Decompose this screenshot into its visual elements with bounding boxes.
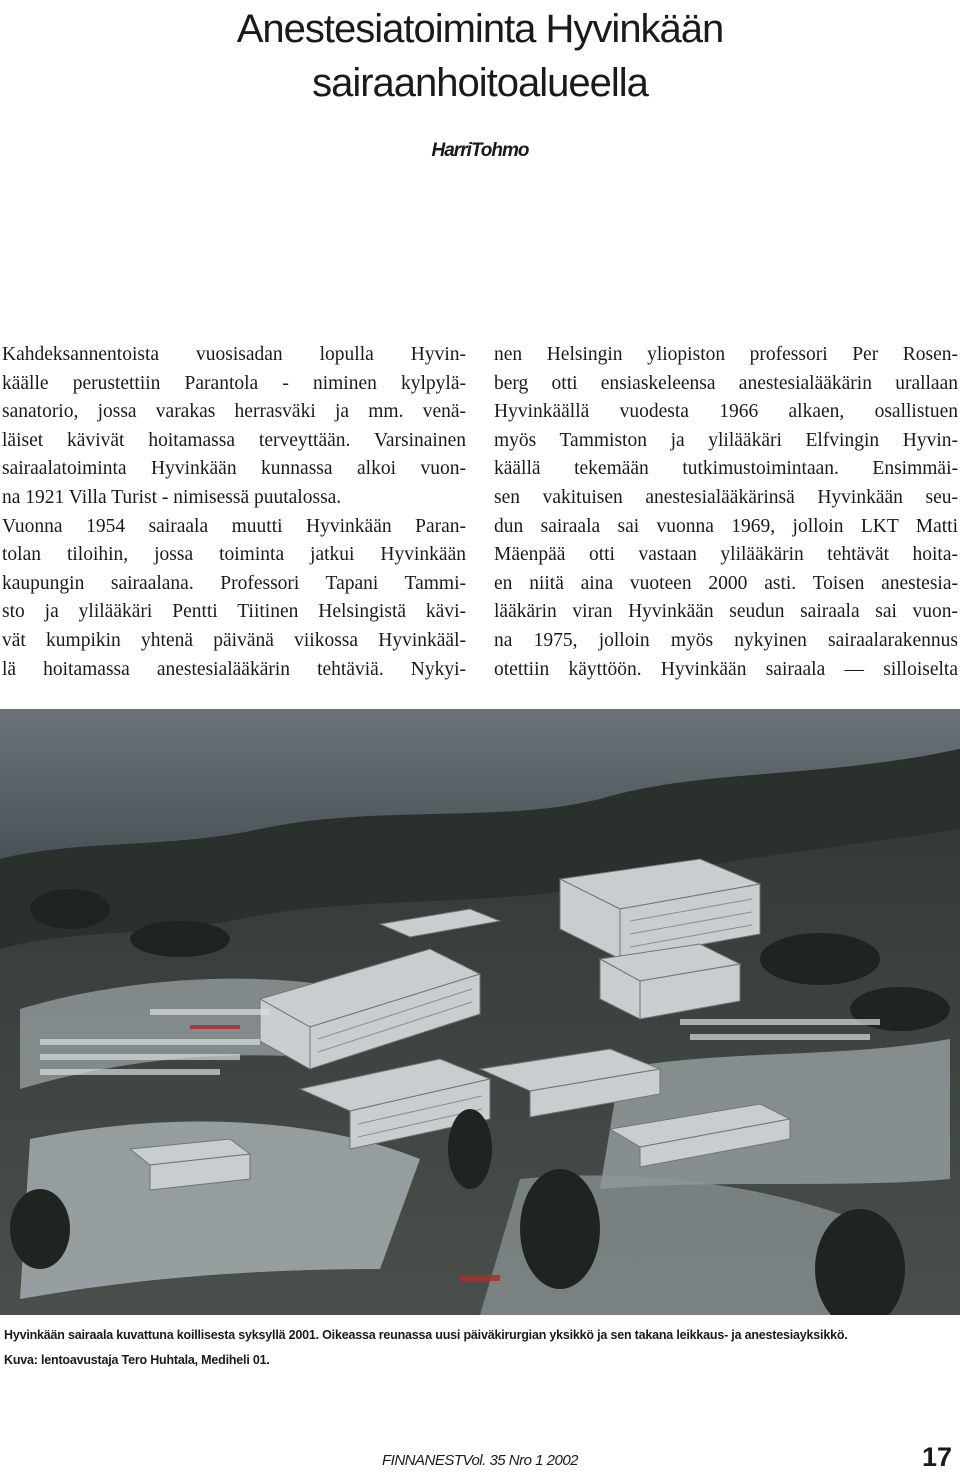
body-line: na 1975, jolloin myös nykyinen sairaalarakennus: [494, 629, 958, 651]
body-line: otettiin käyttöön. Hyvinkään sairaala — silloiselta: [494, 658, 958, 680]
body-line: dun sairaala sai vuonna 1969, jolloin LKT Matti: [494, 515, 958, 537]
body-column-left: [2, 341, 466, 684]
body-line: myös Tammiston ja ylilääkäri Elfvingin Hyvin-: [494, 429, 958, 451]
body-line: vät kumpikin yhtenä päivänä viikossa Hyvinkääl-: [2, 629, 466, 651]
photo-caption: [4, 1323, 956, 1373]
body-line: sairaalatoiminta Hyvinkään kunnassa alkoi vuon-: [2, 458, 466, 480]
body-line: sanatorio, jossa varakas herrasväki ja mm. venä-: [2, 401, 466, 423]
body-line: berg otti ensiaskeleensa anestesialääkärin urallaan: [494, 372, 958, 394]
body-line: sto ja ylilääkäri Pentti Tiitinen Helsingistä kävi-: [2, 601, 466, 623]
body-line: Kahdeksannentoista vuosisadan lopulla Hyvin-: [2, 344, 466, 365]
article-title-line-1: Anestesiatoiminta Hyvinkään: [236, 7, 724, 51]
body-line: kaupungin sairaalana. Professori Tapani Tammi-: [2, 572, 466, 594]
body-column-right: [494, 341, 958, 684]
page-number: 17: [921, 1442, 952, 1472]
aerial-hospital-photo: [0, 709, 960, 1315]
body-line: Mäenpää otti vastaan ylilääkärin tehtävät hoita-: [494, 544, 958, 566]
body-line: lääkärin viran Hyvinkään seudun sairaala sai vuon-: [494, 601, 958, 623]
body-line: käälle perustettiin Parantola - niminen kylpylä-: [2, 372, 466, 394]
body-line: Vuonna 1954 sairaala muutti Hyvinkään Paran-: [2, 515, 466, 537]
caption-line-2: Kuva: lentoavustaja Tero Huhtala, Mediheli 01.: [4, 1353, 270, 1367]
author-byline: HarriTohmo: [431, 140, 529, 161]
body-line: Hyvinkäällä vuodesta 1966 alkaen, osallistuen: [494, 401, 958, 423]
caption-line-1: Hyvinkään sairaala kuvattuna koillisesta syksyllä 2001. Oikeassa reunassa uusi päiväkirurgian yksikkö ja sen takana leikkaus- ja anestesiayksikkö.: [4, 1328, 848, 1342]
body-line: käällä tekemään tutkimustoimintaan. Ensimmäi-: [494, 458, 958, 480]
body-line: läiset kävivät hoitamassa terveyttään. Varsinainen: [2, 429, 466, 451]
body-line: sen vakituisen anestesialääkärinsä Hyvinkään seu-: [494, 486, 958, 508]
journal-footer: FINNANESTVol. 35 Nro 1 2002: [381, 1452, 579, 1469]
body-line: nen Helsingin yliopiston professori Per Rosen-: [494, 344, 958, 365]
article-title-line-2: sairaanhoitoalueella: [312, 61, 648, 105]
article-title: [0, 2, 960, 110]
body-line: na 1921 Villa Turist - nimisessä puutalossa.: [2, 486, 342, 508]
body-line: en niitä aina vuoteen 2000 asti. Toisen anestesia-: [494, 572, 958, 594]
body-line: lä hoitamassa anestesialääkärin tehtäviä. Nykyi-: [2, 658, 466, 680]
aerial-photo-illustration: [0, 709, 960, 1315]
body-line: tolan tiloihin, jossa toiminta jatkui Hyvinkään: [2, 544, 466, 566]
